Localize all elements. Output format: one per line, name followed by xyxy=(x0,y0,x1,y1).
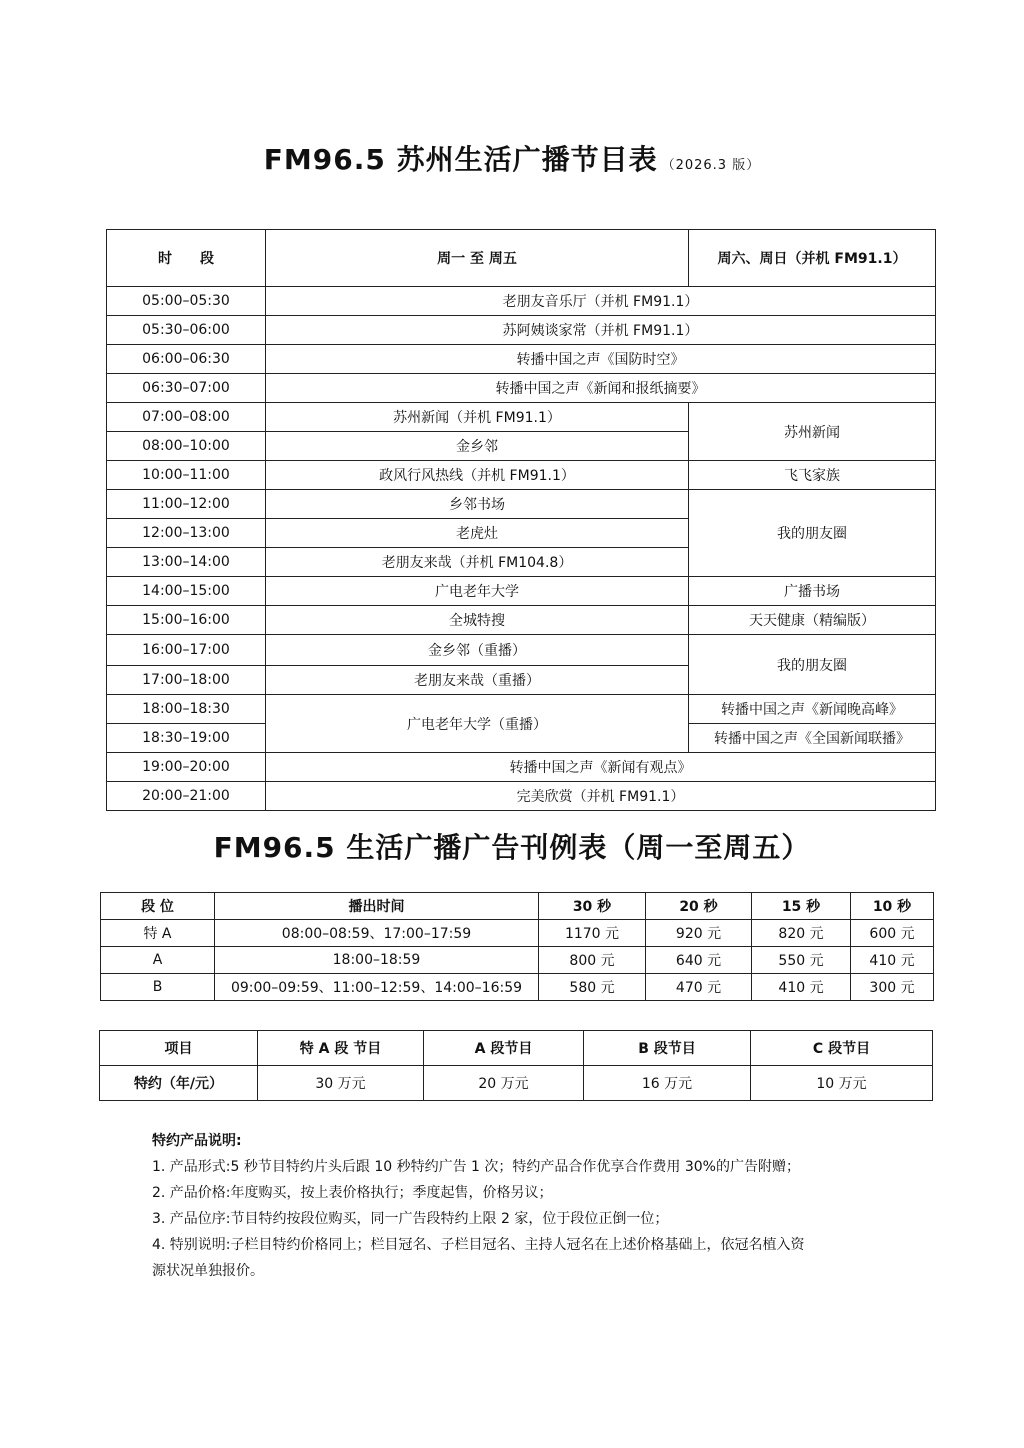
price-cell: 550 元 xyxy=(752,947,851,974)
price-cell: 10 万元 xyxy=(751,1066,933,1101)
weekday-program-cell: 老朋友来哉（并机 FM104.8） xyxy=(266,548,689,577)
program-cell: 转播中国之声《国防时空》 xyxy=(266,345,936,374)
time-cell: 10:00–11:00 xyxy=(107,461,266,490)
program-cell: 转播中国之声《新闻和报纸摘要》 xyxy=(266,374,936,403)
time-cell: 07:00–08:00 xyxy=(107,403,266,432)
weekday-program-cell: 政风行风热线（并机 FM91.1） xyxy=(266,461,689,490)
weekday-program-cell: 广电老年大学（重播） xyxy=(266,695,689,753)
header-segment: 段 位 xyxy=(101,893,215,920)
program-cell: 完美欣赏（并机 FM91.1） xyxy=(266,782,936,811)
ad-rate-table xyxy=(100,892,934,1001)
time-cell: 18:30–19:00 xyxy=(107,724,266,753)
time-cell: 17:00–18:00 xyxy=(107,666,266,695)
table-row xyxy=(107,461,936,490)
time-cell: 11:00–12:00 xyxy=(107,490,266,519)
program-cell: 老朋友音乐厅（并机 FM91.1） xyxy=(266,287,936,316)
weekday-program-cell: 老虎灶 xyxy=(266,519,689,548)
table-row xyxy=(107,782,936,811)
notes-item: 1. 产品形式:5 秒节目特约片头后跟 10 秒特约广告 1 次；特约产品合作优享合作费用 30%的广告附赠； xyxy=(152,1159,800,1175)
weekday-program-cell: 金乡邻 xyxy=(266,432,689,461)
price-cell: 640 元 xyxy=(646,947,752,974)
header-a: A 段节目 xyxy=(424,1031,584,1066)
notes-item: 4. 特别说明:子栏目特约价格同上；栏目冠名、子栏目冠名、主持人冠名在上述价格基础上，依冠名植入资 xyxy=(152,1237,805,1253)
price-cell: 1170 元 xyxy=(539,920,646,947)
notes-item: 源状况单独报价。 xyxy=(152,1263,264,1279)
header-c: C 段节目 xyxy=(751,1031,933,1066)
time-cell: 06:30–07:00 xyxy=(107,374,266,403)
notes-heading: 特约产品说明: xyxy=(152,1133,242,1149)
weekday-program-cell: 苏州新闻（并机 FM91.1） xyxy=(266,403,689,432)
program-schedule-table xyxy=(106,229,936,811)
table-row xyxy=(107,403,936,432)
table-header-row xyxy=(107,230,936,287)
table-row xyxy=(107,374,936,403)
table-header-row xyxy=(100,1031,933,1066)
time-cell: 05:00–05:30 xyxy=(107,287,266,316)
weekend-program-cell: 飞飞家族 xyxy=(689,461,936,490)
sponsorship-notes xyxy=(152,1128,892,1284)
program-cell: 转播中国之声《新闻有观点》 xyxy=(266,753,936,782)
notes-item: 3. 产品位序:节目特约按段位购买，同一广告段特约上限 2 家，位于段位正倒一位； xyxy=(152,1211,669,1227)
weekend-program-cell: 苏州新闻 xyxy=(689,403,936,461)
weekend-program-cell: 转播中国之声《全国新闻联播》 xyxy=(689,724,936,753)
table-row xyxy=(107,577,936,606)
air-time-cell: 09:00–09:59、11:00–12:59、14:00–16:59 xyxy=(215,974,539,1001)
weekday-program-cell: 全城特搜 xyxy=(266,606,689,635)
segment-cell: B xyxy=(101,974,215,1001)
header-special-a: 特 A 段 节目 xyxy=(258,1031,424,1066)
price-cell: 800 元 xyxy=(539,947,646,974)
weekday-program-cell: 金乡邻（重播） xyxy=(266,635,689,666)
ad-rate-title: FM96.5 生活广播广告刊例表（周一至周五） xyxy=(213,831,811,864)
header-weekday: 周一 至 周五 xyxy=(266,230,689,287)
weekday-program-cell: 老朋友来哉（重播） xyxy=(266,666,689,695)
price-cell: 470 元 xyxy=(646,974,752,1001)
header-b: B 段节目 xyxy=(584,1031,751,1066)
header-10s: 10 秒 xyxy=(851,893,934,920)
table-row xyxy=(107,287,936,316)
price-cell: 30 万元 xyxy=(258,1066,424,1101)
sponsorship-table xyxy=(99,1030,933,1101)
price-cell: 300 元 xyxy=(851,974,934,1001)
table-row xyxy=(107,695,936,724)
weekend-program-cell: 广播书场 xyxy=(689,577,936,606)
price-cell: 410 元 xyxy=(851,947,934,974)
price-cell: 600 元 xyxy=(851,920,934,947)
schedule-title xyxy=(0,138,1024,178)
time-cell: 18:00–18:30 xyxy=(107,695,266,724)
table-row xyxy=(101,974,934,1001)
header-item: 项目 xyxy=(100,1031,258,1066)
time-cell: 08:00–10:00 xyxy=(107,432,266,461)
table-row xyxy=(107,316,936,345)
program-cell: 苏阿姨谈家常（并机 FM91.1） xyxy=(266,316,936,345)
price-cell: 820 元 xyxy=(752,920,851,947)
price-cell: 16 万元 xyxy=(584,1066,751,1101)
table-header-row xyxy=(101,893,934,920)
table-row xyxy=(107,606,936,635)
time-cell: 06:00–06:30 xyxy=(107,345,266,374)
table-row xyxy=(100,1066,933,1101)
price-cell: 580 元 xyxy=(539,974,646,1001)
table-row xyxy=(107,490,936,519)
time-cell: 12:00–13:00 xyxy=(107,519,266,548)
row-label: 特约（年/元） xyxy=(100,1066,258,1101)
header-30s: 30 秒 xyxy=(539,893,646,920)
schedule-title-main: FM96.5 苏州生活广播节目表 xyxy=(263,143,658,176)
segment-cell: 特 A xyxy=(101,920,215,947)
price-cell: 410 元 xyxy=(752,974,851,1001)
weekday-program-cell: 广电老年大学 xyxy=(266,577,689,606)
table-row xyxy=(101,947,934,974)
header-time-slot: 时 段 xyxy=(107,230,266,287)
time-cell: 14:00–15:00 xyxy=(107,577,266,606)
air-time-cell: 18:00–18:59 xyxy=(215,947,539,974)
weekend-program-cell: 我的朋友圈 xyxy=(689,490,936,577)
time-cell: 20:00–21:00 xyxy=(107,782,266,811)
header-air-time: 播出时间 xyxy=(215,893,539,920)
weekday-program-cell: 乡邻书场 xyxy=(266,490,689,519)
time-cell: 05:30–06:00 xyxy=(107,316,266,345)
time-cell: 19:00–20:00 xyxy=(107,753,266,782)
header-20s: 20 秒 xyxy=(646,893,752,920)
time-cell: 13:00–14:00 xyxy=(107,548,266,577)
weekend-program-cell: 转播中国之声《新闻晚高峰》 xyxy=(689,695,936,724)
price-cell: 20 万元 xyxy=(424,1066,584,1101)
table-row xyxy=(107,753,936,782)
price-cell: 920 元 xyxy=(646,920,752,947)
schedule-title-version: （2026.3 版） xyxy=(661,158,761,173)
table-row xyxy=(101,920,934,947)
time-cell: 15:00–16:00 xyxy=(107,606,266,635)
air-time-cell: 08:00–08:59、17:00–17:59 xyxy=(215,920,539,947)
time-cell: 16:00–17:00 xyxy=(107,635,266,666)
table-row xyxy=(107,635,936,666)
notes-item: 2. 产品价格:年度购买，按上表价格执行；季度起售，价格另议； xyxy=(152,1185,553,1201)
segment-cell: A xyxy=(101,947,215,974)
weekend-program-cell: 天天健康（精编版） xyxy=(689,606,936,635)
header-weekend: 周六、周日（并机 FM91.1） xyxy=(689,230,936,287)
weekend-program-cell: 我的朋友圈 xyxy=(689,635,936,695)
header-15s: 15 秒 xyxy=(752,893,851,920)
table-row xyxy=(107,345,936,374)
